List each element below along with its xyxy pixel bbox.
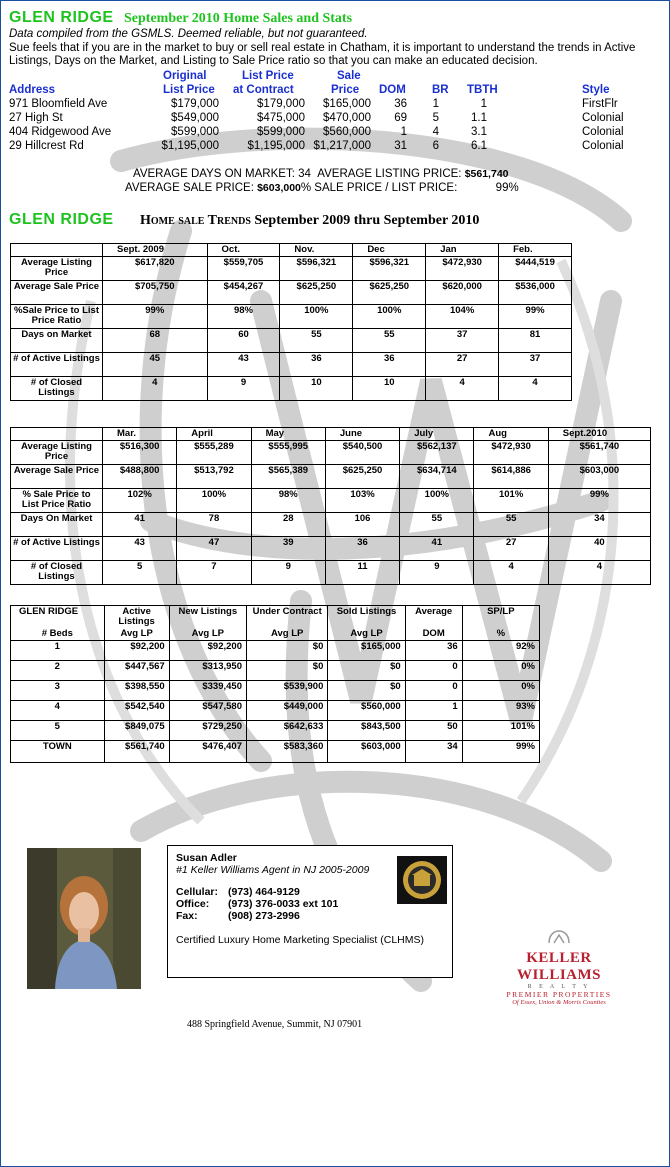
corner-cell [11,428,103,441]
table-cell: $561,740 [104,741,169,763]
row-label: %Sale Price to List Price Ratio [11,305,103,329]
table-cell: 99% [548,489,650,513]
listing-style: Colonial [582,140,624,152]
kw-counties: Of Essex, Union & Morris Counties [512,999,606,1006]
table-cell: $625,250 [353,281,426,305]
table-cell: 43 [207,353,280,377]
fax-number: (908) 273-2996 [228,910,300,922]
cell-label: Cellular: [176,886,219,898]
table-cell: $488,800 [103,465,177,489]
table-cell: 0% [462,681,539,701]
table-cell: $476,407 [169,741,246,763]
table-cell: 43 [103,537,177,561]
listing-br: 1 [432,98,439,110]
row-label: # of Closed Listings [11,377,103,401]
table-cell: 55 [474,513,548,537]
table-cell: 0 [405,681,462,701]
table-cell: $0 [328,681,405,701]
table-cell: $536,000 [499,281,572,305]
table-cell: 27 [426,353,499,377]
row-label: Average Sale Price [11,281,103,305]
header-list-price-orig: List Price [163,84,215,96]
table-row [11,329,572,353]
table-cell: $539,900 [246,681,327,701]
column-header: Sold Listings [328,606,405,629]
table-cell: $642,633 [246,721,327,741]
trends-title-sc: Home sale Trends [140,213,251,228]
stat-asp-value: $603,000 [257,182,301,194]
month-header: Sept. 2009 [103,244,208,257]
table-cell: $565,389 [251,465,325,489]
table-cell: 101% [474,489,548,513]
table-cell: 55 [353,329,426,353]
trends-table-1 [10,243,572,401]
table-cell: $596,321 [353,257,426,281]
table-cell: 10 [353,377,426,401]
table-header-row [11,606,540,629]
table-cell: $603,000 [328,741,405,763]
stats-line-2 [125,182,519,194]
header-title: September 2010 Home Sales and Stats [124,11,353,26]
table-header-row [11,428,651,441]
table-cell: 4 [426,377,499,401]
agent-tagline: #1 Keller Williams Agent in NJ 2005-2009 [176,864,370,876]
header-style: Style [582,84,610,96]
listing-sale: $560,000 [323,126,371,138]
agent-photo [27,848,141,989]
column-subheader: Avg LP [328,628,405,641]
table-cell: 9 [251,561,325,585]
listing-style: Colonial [582,112,624,124]
table-cell: 99% [499,305,572,329]
office-number[interactable]: (973) 376-0033 ext 101 [228,898,339,910]
row-label: Average Listing Price [11,257,103,281]
listing-style: Colonial [582,126,624,138]
kw-premier: PREMIER PROPERTIES [506,990,612,999]
table-cell: TOWN [11,741,105,763]
month-header: Sept.2010 [548,428,650,441]
keller-williams-logo [489,929,629,1006]
column-header: SP/LP [462,606,539,629]
month-header: July [400,428,474,441]
table-cell: $843,500 [328,721,405,741]
listing-contract: $179,000 [257,98,305,110]
column-subheader: DOM [405,628,462,641]
table-cell: 100% [400,489,474,513]
month-header: May [251,428,325,441]
table-cell: 7 [177,561,251,585]
column-header: Active Listings [104,606,169,629]
table-cell: $560,000 [328,701,405,721]
table-cell: 50 [405,721,462,741]
header-original: Original [163,70,207,82]
table-cell: 5 [103,561,177,585]
table-row [11,489,651,513]
table-cell: $596,321 [280,257,353,281]
table-cell: 92% [462,641,539,661]
listing-original: $1,195,000 [161,140,219,152]
column-header: Under Contract [246,606,327,629]
table-cell: $0 [328,661,405,681]
listing-contract: $475,000 [257,112,305,124]
page-header [9,9,352,27]
row-label: # of Closed Listings [11,561,103,585]
table-cell: 41 [400,537,474,561]
listing-sale: $165,000 [323,98,371,110]
trends-town: GLEN RIDGE [9,211,114,228]
listing-sale: $1,217,000 [313,140,371,152]
table-cell: 5 [11,721,105,741]
listing-contract: $599,000 [257,126,305,138]
table-subheader-row [11,628,540,641]
table-cell: 0 [405,661,462,681]
listing-original: $179,000 [171,98,219,110]
table-cell: $454,267 [207,281,280,305]
table-cell: $561,740 [548,441,650,465]
table-cell: 37 [426,329,499,353]
month-header: Nov. [280,244,353,257]
table-cell: 45 [103,353,208,377]
stat-alp-label: AVERAGE LISTING PRICE: [317,168,462,180]
table-row [11,257,572,281]
table-row [11,561,651,585]
listing-contract: $1,195,000 [247,140,305,152]
month-header: April [177,428,251,441]
table-cell: 102% [103,489,177,513]
table-cell: $313,950 [169,661,246,681]
table-header-row [11,244,572,257]
kw-realty: R E A L T Y [527,984,591,990]
month-header: Jan [426,244,499,257]
table-cell: $449,000 [246,701,327,721]
listing-original: $549,000 [171,112,219,124]
month-header: Aug [474,428,548,441]
row-label: % Sale Price to List Price Ratio [11,489,103,513]
office-label: Office: [176,898,210,910]
table-cell: 41 [103,513,177,537]
month-header: Oct. [207,244,280,257]
header-sale: Sale [337,70,361,82]
row-label: Average Sale Price [11,465,103,489]
table-cell: $339,450 [169,681,246,701]
bedroom-summary-table [10,605,540,763]
table-cell: $620,000 [426,281,499,305]
column-header: GLEN RIDGE [11,606,105,629]
table-row [11,537,651,561]
table-cell: $547,580 [169,701,246,721]
table-cell: $555,289 [177,441,251,465]
listing-address: 971 Bloomfield Ave [9,98,108,110]
column-header: Average [405,606,462,629]
table-row [11,281,572,305]
listing-dom: 36 [394,98,407,110]
table-cell: 36 [353,353,426,377]
table-cell: 98% [251,489,325,513]
listing-style: FirstFlr [582,98,618,110]
listing-original: $599,000 [171,126,219,138]
stat-asp-label: AVERAGE SALE PRICE: [125,182,254,194]
table-cell: 39 [251,537,325,561]
table-cell: 55 [400,513,474,537]
table-cell: $849,075 [104,721,169,741]
table-cell: $562,137 [400,441,474,465]
stat-alp-value: $561,740 [464,168,509,180]
table-cell: $583,360 [246,741,327,763]
month-header: June [325,428,399,441]
fax-label: Fax: [176,910,198,922]
row-label: # of Active Listings [11,353,103,377]
table-row [11,721,540,741]
table-cell: 68 [103,329,208,353]
stat-dom-value: 34 [298,168,311,180]
table-cell: 100% [353,305,426,329]
table-cell: 4 [499,377,572,401]
table-cell: $603,000 [548,465,650,489]
header-dom: DOM [379,84,406,96]
column-subheader: Avg LP [104,628,169,641]
month-header: Dec [353,244,426,257]
row-label: # of Active Listings [11,537,103,561]
listing-tbth: 3.1 [471,126,487,138]
month-header: Mar. [103,428,177,441]
table-cell: 0% [462,661,539,681]
listing-sale: $470,000 [323,112,371,124]
column-subheader: # Beds [11,628,105,641]
table-row [11,305,572,329]
row-label: Days On Market [11,513,103,537]
clhms-seal-icon [397,856,447,904]
table-cell: 78 [177,513,251,537]
table-cell: 2 [11,661,105,681]
table-cell: $540,500 [325,441,399,465]
stat-ratio-value: 99% [495,182,519,194]
office-address: 488 Springfield Avenue, Summit, NJ 07901 [187,1019,363,1030]
table-cell: 11 [325,561,399,585]
column-header: New Listings [169,606,246,629]
table-cell: 40 [548,537,650,561]
table-cell: 104% [426,305,499,329]
intro-disclaimer: Data compiled from the GSMLS. Deemed reliable, but not guaranteed. [9,28,368,40]
table-cell: 101% [462,721,539,741]
table-cell: 4 [11,701,105,721]
table-cell: 37 [499,353,572,377]
sold-listings [9,69,659,159]
header-price: Price [331,84,360,96]
intro-paragraph: Sue feels that if you are in the market to buy or sell real estate in Chatham, it is important to understand the trends in Active Listings, Days on the Market, and Listing to Sale Price ratio so that you can make an educated decision. [9,42,636,67]
table-cell: $513,792 [177,465,251,489]
table-cell: 99% [103,305,208,329]
table-row [11,353,572,377]
agent-name: Susan Adler [176,852,237,864]
table-cell: $729,250 [169,721,246,741]
stats-line-1 [133,168,509,180]
table-cell: 81 [499,329,572,353]
column-subheader: Avg LP [169,628,246,641]
stat-dom-label: AVERAGE DAYS ON MARKET: [133,168,295,180]
table-cell: 28 [251,513,325,537]
column-subheader: % [462,628,539,641]
table-row [11,701,540,721]
table-cell: $0 [246,641,327,661]
agent-certification: Certified Luxury Home Marketing Specialist (CLHMS) [176,934,424,946]
table-cell: 10 [280,377,353,401]
table-cell: $472,930 [474,441,548,465]
header-tbth: TBTH [467,84,498,96]
listing-address: 404 Ridgewood Ave [9,126,112,138]
cell-number[interactable]: (973) 464-9129 [228,886,300,898]
listing-address: 27 High St [9,112,63,124]
table-cell: 27 [474,537,548,561]
header-address: Address [9,84,56,96]
table-cell: 4 [548,561,650,585]
table-cell: 1 [405,701,462,721]
table-cell: 9 [400,561,474,585]
table-row [11,465,651,489]
table-cell: $92,200 [104,641,169,661]
listing-dom: 31 [394,140,407,152]
table-cell: 36 [280,353,353,377]
table-cell: 55 [280,329,353,353]
table-cell: $617,820 [103,257,208,281]
table-cell: $559,705 [207,257,280,281]
table-cell: $516,300 [103,441,177,465]
table-cell: $165,000 [328,641,405,661]
listing-br: 5 [432,112,439,124]
row-label: Average Listing Price [11,441,103,465]
table-cell: $447,567 [104,661,169,681]
table-row [11,641,540,661]
table-cell: 3 [11,681,105,701]
listing-tbth: 1.1 [471,112,487,124]
trends-heading [9,211,479,229]
header-town: GLEN RIDGE [9,9,114,26]
table-cell: $625,250 [280,281,353,305]
table-row [11,441,651,465]
table-cell: 100% [280,305,353,329]
kw-crest-icon [544,929,574,945]
table-cell: 99% [462,741,539,763]
table-row [11,377,572,401]
listing-br: 6 [432,140,439,152]
listing-br: 4 [432,126,439,138]
table-cell: $634,714 [400,465,474,489]
trends-table-2 [10,427,651,585]
listing-address: 29 Hillcrest Rd [9,140,84,152]
table-row [11,513,651,537]
table-row [11,661,540,681]
table-row [11,741,540,763]
column-subheader: Avg LP [246,628,327,641]
kw-brand-name: KELLER WILLIAMS [516,950,602,983]
table-cell: 103% [325,489,399,513]
listing-dom: 69 [394,112,407,124]
table-cell: 106 [325,513,399,537]
header-at-contract: at Contract [233,84,294,96]
table-cell: 4 [103,377,208,401]
listing-dom: 1 [400,126,407,138]
table-cell: $92,200 [169,641,246,661]
table-cell: $0 [246,661,327,681]
table-cell: 36 [405,641,462,661]
table-cell: $625,250 [325,465,399,489]
table-cell: 34 [405,741,462,763]
table-cell: $614,886 [474,465,548,489]
table-cell: 100% [177,489,251,513]
row-label: Days on Market [11,329,103,353]
table-cell: 9 [207,377,280,401]
trends-title-range: September 2009 thru September 2010 [254,213,480,228]
table-cell: 1 [11,641,105,661]
table-cell: $555,995 [251,441,325,465]
header-br: BR [432,84,449,96]
table-cell: $542,540 [104,701,169,721]
table-cell: 98% [207,305,280,329]
month-header: Feb. [499,244,572,257]
table-cell: 47 [177,537,251,561]
corner-cell [11,244,103,257]
header-list-price: List Price [242,70,294,82]
table-cell: 60 [207,329,280,353]
stat-ratio-label: % SALE PRICE / LIST PRICE: [300,182,458,194]
table-cell: $705,750 [103,281,208,305]
table-cell: 36 [325,537,399,561]
table-cell: $444,519 [499,257,572,281]
table-cell: 4 [474,561,548,585]
table-cell: 34 [548,513,650,537]
table-cell: $472,930 [426,257,499,281]
listing-tbth: 1 [480,98,487,110]
listing-tbth: 6.1 [471,140,487,152]
table-row [11,681,540,701]
table-cell: 93% [462,701,539,721]
table-cell: $398,550 [104,681,169,701]
